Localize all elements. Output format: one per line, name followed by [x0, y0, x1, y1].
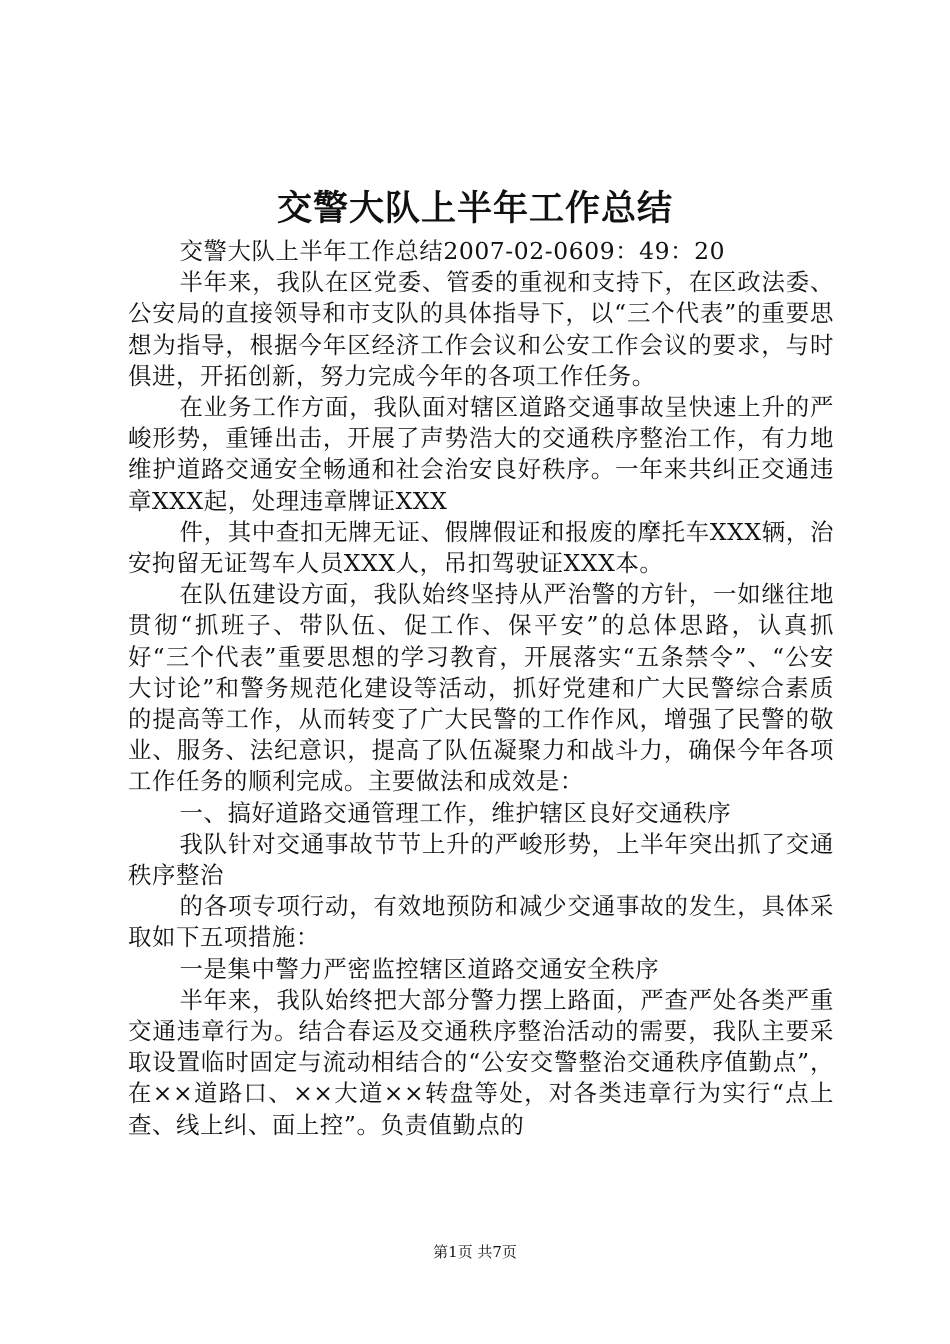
subheading-measure-1: 一是集中警力严密监控辖区道路交通安全秩序	[179, 954, 660, 983]
paragraph-business-work: 在业务工作方面，我队面对辖区道路交通事故呈快速上升的严峻形势，重锤出击，开展了声势浩大的交通秩序整治工作，有力地维护道路交通安全畅通和社会治安良好秩序。一年来共纠正交通违章XXX起，处理违章牌证XXX	[128, 393, 834, 515]
paragraph-intro: 半年来，我队在区党委、管委的重视和支持下，在区政法委、公安局的直接领导和市支队的具体指导下，以“三个代表”的重要思想为指导，根据今年区经济工作会议和公安工作会议的要求，与时俱进，开拓创新，努力完成今年的各项工作任务。	[128, 268, 834, 390]
page-number-footer: 第1页 共7页	[433, 1243, 517, 1261]
paragraph-team-building: 在队伍建设方面，我队始终坚持从严治警的方针，一如继往地贯彻“抓班子、带队伍、促工作、保平安”的总体思路，认真抓好“三个代表”重要思想的学习教育，开展落实“五条禁令”、“公安大讨论”和警务规范化建设等活动，抓好党建和广大民警综合素质的提高等工作，从而转变了广大民警的工作作风，增强了民警的敬业、服务、法纪意识，提高了队伍凝聚力和战斗力，确保今年各项工作任务的顺利完成。主要做法和成效是：	[128, 580, 834, 796]
paragraph-header-line: 交警大队上半年工作总结2007-02-0609：49：20	[179, 237, 726, 265]
paragraph-measure-1: 半年来，我队始终把大部分警力摆上路面，严查严处各类严重交通违章行为。结合春运及交通秩序整治活动的需要，我队主要采取设置临时固定与流动相结合的“公安交警整治交通秩序值勤点”，在××道路口、××大道××转盘等处，对各类违章行为实行“点上查、线上纠、面上控”。负责值勤点的	[128, 985, 834, 1139]
document-body	[128, 236, 834, 1141]
document-title: 交警大队上半年工作总结	[276, 188, 673, 229]
paragraph-section1-intro-cont: 的各项专项行动，有效地预防和减少交通事故的发生，具体采取如下五项措施：	[128, 892, 834, 952]
section-heading-1: 一、搞好道路交通管理工作，维护辖区良好交通秩序	[179, 798, 732, 827]
paragraph-section1-intro: 我队针对交通事故节节上升的严峻形势，上半年突出抓了交通秩序整治	[128, 829, 834, 890]
paragraph-business-work-cont: 件，其中查扣无牌无证、假牌假证和报废的摩托车XXX辆，治安拘留无证驾车人员XXX人，吊扣驾驶证XXX本。	[128, 517, 834, 578]
